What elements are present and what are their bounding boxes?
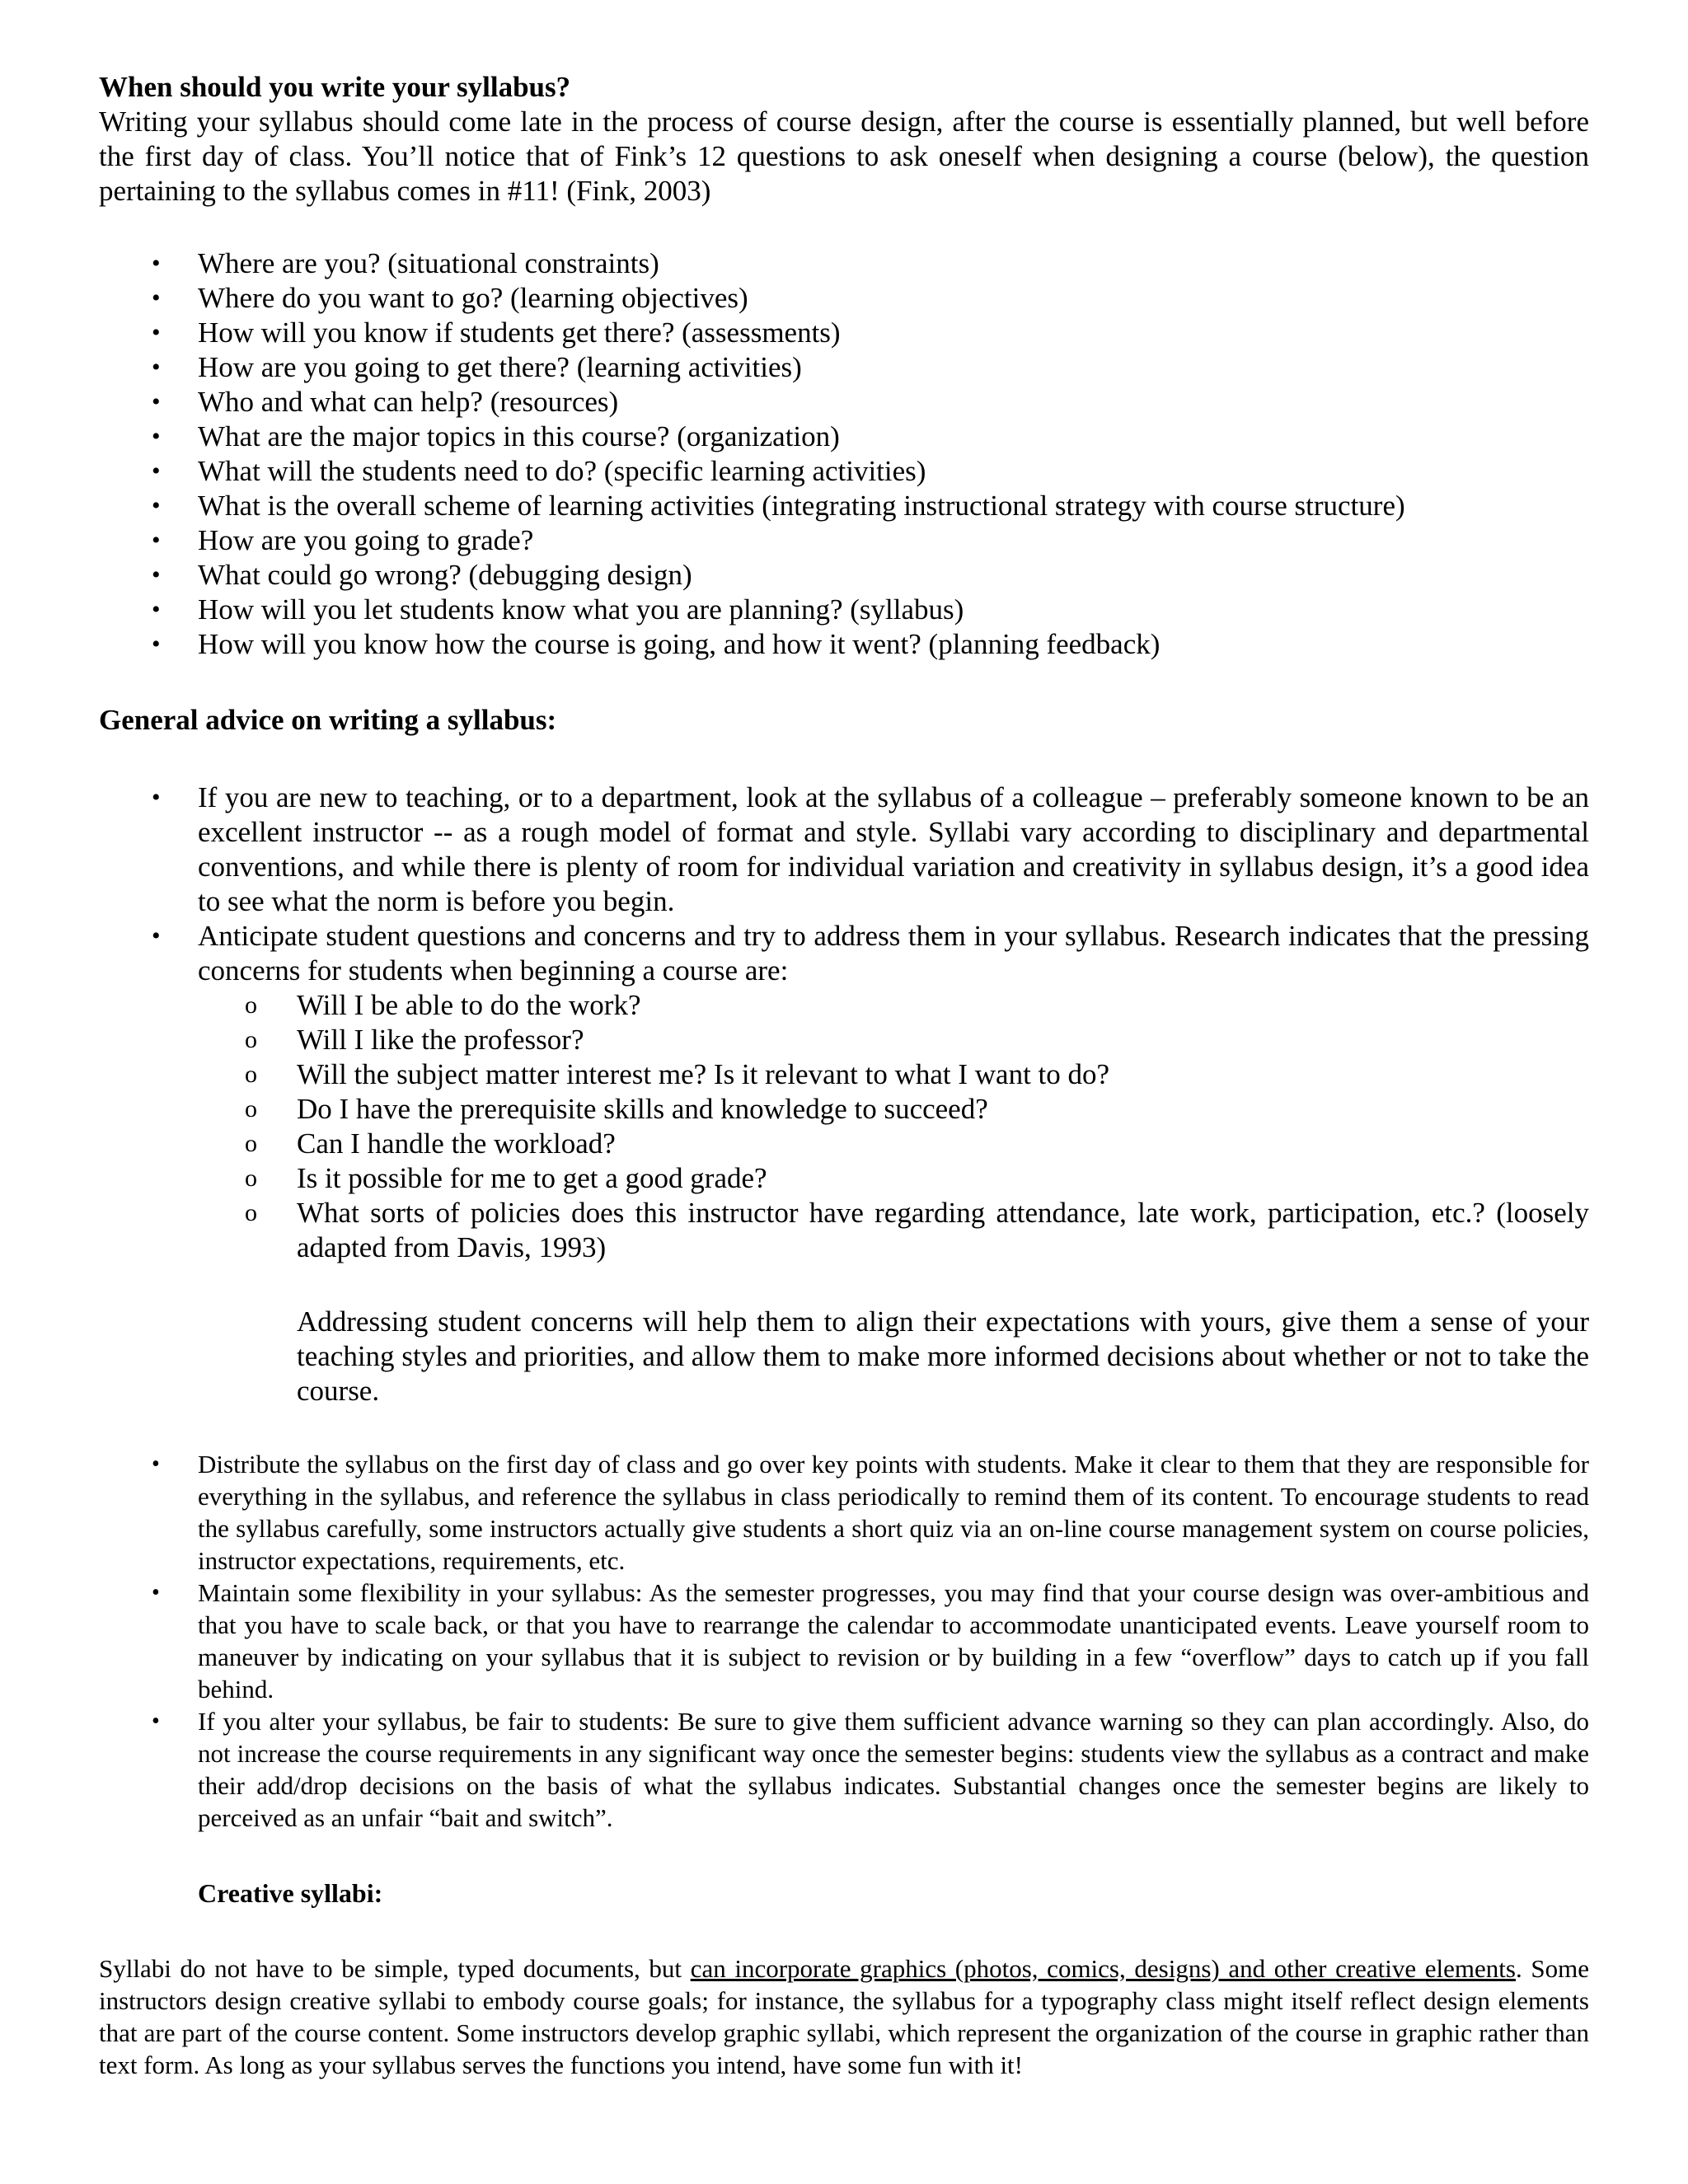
list-item — [99, 454, 1589, 489]
bullet-icon: • — [152, 1708, 160, 1734]
list-item-text: Where are you? (situational constraints) — [198, 247, 659, 279]
bullet-icon: • — [152, 1580, 160, 1605]
list-item — [99, 489, 1589, 523]
list-item — [99, 419, 1589, 454]
bullet-icon: • — [152, 354, 161, 381]
list-item — [198, 1196, 1589, 1265]
list-item — [99, 593, 1589, 627]
list-item-text: What are the major topics in this course? (organization) — [198, 420, 840, 452]
bullet-icon: • — [152, 1451, 160, 1477]
list-item-text: Who and what can help? (resources) — [198, 386, 619, 418]
underlined-phrase: can incorporate graphics (photos, comics, designs) and other creative elements — [690, 1954, 1516, 1983]
bullet-icon: • — [152, 596, 161, 623]
bullet-icon: • — [152, 284, 161, 312]
circle-bullet-icon: o — [245, 1165, 257, 1192]
fink-questions-list — [99, 246, 1589, 662]
list-item-text: Distribute the syllabus on the first day of class and go over key points with students. Make it clear to them that they are responsible for everything in the syllabus, and reference the syllabus in class periodically to remind them of its content. To encourage students to read the syllabus carefully, some instructors actually give students a short quiz via an on-line course management system on course policies, instructor expectations, requirements, etc. — [198, 1450, 1589, 1575]
intro-paragraph: Writing your syllabus should come late in the process of course design, after the course is essentially planned, but well before the first day of class. You’ll notice that of Fink’s 12 questions to ask oneself when designing a course (below), the question pertaining to the syllabus comes in #11! (Fink, 2003) — [99, 105, 1589, 207]
concerns-note-paragraph: Addressing student concerns will help them to align their expectations with yours, give them a sense of your teaching styles and priorities, and allow them to make more informed decisions about whether or not to take the course. — [297, 1305, 1589, 1407]
list-item — [99, 558, 1589, 593]
section-heading-creative-syllabi: Creative syllabi: — [198, 1878, 383, 1908]
list-item — [99, 1577, 1589, 1705]
bullet-icon: • — [152, 250, 161, 277]
circle-bullet-icon: o — [245, 1095, 257, 1122]
advice-list-continued — [99, 1448, 1589, 1834]
list-item-text: What could go wrong? (debugging design) — [198, 559, 692, 591]
list-item-text: Anticipate student questions and concerns and try to address them in your syllabus. Research indicates that the pressing concerns for students when beginning a course are: — [198, 920, 1589, 987]
list-item-text: What sorts of policies does this instructor have regarding attendance, late work, participation, etc.? (loosely adapted from Davis, 1993) — [297, 1197, 1589, 1263]
list-item — [198, 988, 1589, 1023]
list-item-text: Will I be able to do the work? — [297, 989, 641, 1021]
circle-bullet-icon: o — [245, 1130, 257, 1157]
list-item — [99, 780, 1589, 919]
list-item — [198, 1092, 1589, 1127]
paragraph-text: . Some instructors design creative syllabi to embody course goals; for instance, the syllabus for a typography class might itself reflect design elements that are part of the course content. Some instructors develop graphic syllabi, which represent the organization of the course in graphic rather than text form. As long as your syllabus serves the functions you intend, have some fun with it! — [99, 1954, 1589, 2079]
document-page — [99, 70, 1589, 2107]
list-item-text: How will you let students know what you are planning? (syllabus) — [198, 593, 964, 626]
advice-list — [99, 780, 1589, 1265]
list-item-text: If you are new to teaching, or to a department, look at the syllabus of a colleague – preferably someone known to be an excellent instructor -- as a rough model of format and style. Syllabi vary according to disciplinary and departmental conventions, and while there is plenty of room for individual variation and creativity in syllabus design, it’s a good idea to see what the norm is before you begin. — [198, 781, 1589, 917]
paragraph-text: Syllabi do not have to be simple, typed documents, but — [99, 1954, 691, 1983]
list-item-text: Can I handle the workload? — [297, 1127, 616, 1160]
list-item-text: What is the overall scheme of learning activities (integrating instructional strategy with course structure) — [198, 490, 1405, 522]
list-item — [198, 1127, 1589, 1161]
bullet-icon: • — [152, 561, 161, 588]
bullet-icon: • — [152, 492, 161, 519]
list-item-text: Maintain some flexibility in your syllabus: As the semester progresses, you may find that your course design was over-ambitious and that you have to scale back, or that you have to rearrange the calendar to accommodate unanticipated events. Leave yourself room to maneuver by indicating on your syllabus that it is subject to revision or by building in a few “overflow” days to catch up if you fall behind. — [198, 1578, 1589, 1704]
list-item-text: How are you going to grade? — [198, 524, 534, 556]
list-item-text: Do I have the prerequisite skills and knowledge to succeed? — [297, 1093, 988, 1125]
list-item — [99, 350, 1589, 385]
list-item — [99, 246, 1589, 281]
list-item-text: How will you know if students get there? (assessments) — [198, 316, 841, 349]
student-concerns-list — [198, 988, 1589, 1265]
bullet-icon: • — [152, 319, 161, 346]
list-item — [198, 1161, 1589, 1196]
circle-bullet-icon: o — [245, 1061, 257, 1088]
section-heading-when: When should you write your syllabus? — [99, 71, 571, 103]
bullet-icon: • — [152, 527, 161, 554]
list-item — [99, 627, 1589, 662]
list-item-text: How will you know how the course is going, and how it went? (planning feedback) — [198, 628, 1160, 660]
list-item-text: Will I like the professor? — [297, 1024, 584, 1056]
bullet-icon: • — [152, 423, 161, 450]
list-item — [99, 1705, 1589, 1834]
bullet-icon: • — [152, 388, 161, 415]
section-heading-general-advice: General advice on writing a syllabus: — [99, 704, 557, 736]
creative-syllabi-paragraph — [99, 1952, 1589, 2081]
circle-bullet-icon: o — [245, 991, 257, 1019]
list-item — [99, 523, 1589, 558]
list-item-text: If you alter your syllabus, be fair to students: Be sure to give them sufficient advance warning so they can plan accordingly. Also, do not increase the course requirements in any significant way once the semester begins: students view the syllabus as a contract and make their add/drop decisions on the basis of what the syllabus indicates. Substantial changes once the semester begins are likely to perceived as an unfair “bait and switch”. — [198, 1707, 1589, 1832]
bullet-icon: • — [152, 630, 161, 658]
list-item-text: Is it possible for me to get a good grade? — [297, 1162, 767, 1194]
list-item — [198, 1057, 1589, 1092]
list-item-text: What will the students need to do? (specific learning activities) — [198, 455, 926, 487]
list-item-text: Where do you want to go? (learning objectives) — [198, 282, 748, 314]
list-item — [99, 316, 1589, 350]
bullet-icon: • — [152, 457, 161, 485]
circle-bullet-icon: o — [245, 1199, 257, 1226]
list-item-text: How are you going to get there? (learning activities) — [198, 351, 802, 383]
list-item-text: Will the subject matter interest me? Is it relevant to what I want to do? — [297, 1058, 1110, 1090]
list-item — [99, 385, 1589, 419]
bullet-icon: • — [152, 922, 161, 949]
list-item — [198, 1023, 1589, 1057]
list-item — [99, 281, 1589, 316]
bullet-icon: • — [152, 784, 161, 811]
circle-bullet-icon: o — [245, 1026, 257, 1053]
list-item — [99, 1448, 1589, 1577]
list-item — [99, 919, 1589, 1265]
